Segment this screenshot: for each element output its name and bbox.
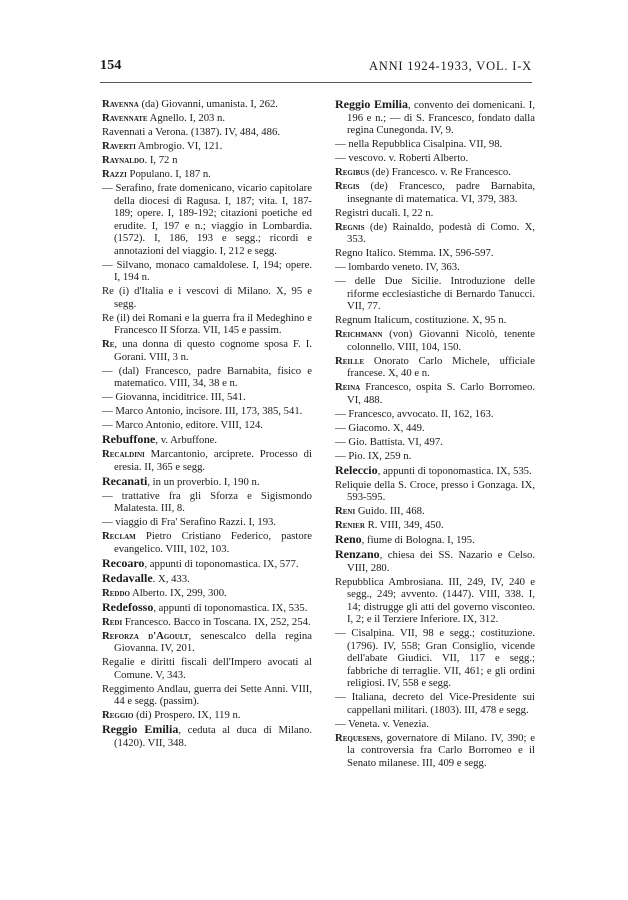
entry-text: Re (il) dei Romani e la guerra fra il Medeghino e Francesco II Sforza. VII, 145 e passim. — [102, 311, 312, 336]
entry-text: — lombardo veneto. IV, 363. — [335, 261, 460, 273]
entry-heading: Re — [102, 338, 115, 350]
entry-text: — vescovo. v. Roberti Alberto. — [335, 152, 469, 164]
entry-heading: Redefosso — [102, 599, 154, 614]
entry-text: , ceduta al duca di Milano. (1420). VII, 348. — [114, 724, 312, 749]
entry-text: — Giacomo. X, 449. — [335, 421, 425, 434]
entry-text: , appunti di toponomastica. IX, 535. — [377, 464, 532, 477]
entry-heading: Reclam — [102, 530, 136, 542]
index-entry — [102, 405, 312, 418]
index-entry — [102, 182, 312, 257]
entry-text: . I, 72 n — [144, 154, 178, 166]
entry-heading: Regibus — [335, 166, 370, 178]
entry-text: (de) Rainaldo, podestà di Como. X, 353. — [347, 220, 535, 245]
index-entry — [335, 422, 535, 435]
index-entry — [102, 419, 312, 432]
index-entry — [335, 408, 535, 421]
index-entry — [335, 275, 535, 313]
entry-heading: Renzano — [335, 547, 380, 561]
entry-heading: Reggio — [102, 709, 134, 721]
entry-text: — Giovanna, inciditrice. III, 541. — [102, 391, 246, 403]
entry-text: , appunti di toponomastica. IX, 535. — [153, 601, 308, 614]
entry-text: , in un proverbio. I, 190 n. — [147, 475, 260, 488]
entry-heading: Reni — [335, 505, 356, 517]
entry-text: — Gio. Battista. VI, 497. — [335, 435, 443, 448]
index-entry — [102, 140, 312, 153]
index-entry — [102, 557, 312, 571]
entry-heading: Razzi — [102, 168, 127, 180]
entry-text: — Silvano, monaco camaldolese. I, 194; opere. I, 194 n. — [102, 258, 312, 283]
entry-text: Populano. I, 187 n. — [126, 168, 211, 180]
index-entry — [102, 616, 312, 629]
index-entry — [102, 587, 312, 600]
index-entry — [102, 433, 312, 447]
entry-text: Repubblica Ambrosiana. III, 249, IV, 240 e segg., 249; avvento. (1447). VIII, 338. I, 14; distrugge gli atti del governo visconteo. I, 2; e il Terziere Inferiore. IX, 312. — [335, 575, 535, 625]
running-header — [100, 58, 532, 80]
entry-text: Guido. III, 468. — [355, 505, 425, 517]
entry-text: (di) Prospero. IX, 119 n. — [133, 709, 241, 721]
entry-text: Reliquie della S. Croce, presso i Gonzaga. IX, 593-595. — [335, 478, 535, 503]
index-entry — [335, 732, 535, 770]
entry-text: Onorato Carlo Michele, ufficiale francese. X, 40 e n. — [347, 354, 535, 379]
entry-text: Ambrogio. VI, 121. — [135, 140, 223, 152]
index-entry — [102, 285, 312, 310]
entry-heading: Regnis — [335, 220, 365, 233]
entry-heading: Recaldini — [102, 448, 145, 460]
index-entry — [335, 548, 535, 574]
entry-text: — Pio. IX, 259 n. — [335, 449, 412, 462]
index-entry — [335, 180, 535, 205]
entry-heading: Reno — [335, 532, 362, 546]
index-entry — [102, 601, 312, 615]
right-index-column — [335, 98, 535, 771]
index-entry — [102, 448, 312, 473]
entry-heading: Recoaro — [102, 555, 145, 570]
index-entry — [335, 314, 535, 327]
entry-text: , una donna di questo cognome sposa F. I. Gorani. VIII, 3 n. — [114, 338, 312, 363]
entry-text: Agnello. I, 203 n. — [147, 112, 226, 124]
index-entry — [102, 338, 312, 363]
entry-heading: Renier — [335, 519, 365, 531]
entry-text: Regnum Italicum, costituzione. X, 95 n. — [335, 314, 507, 326]
entry-heading: Raynaldo — [102, 154, 145, 166]
index-entry — [102, 683, 312, 708]
index-entry — [335, 98, 535, 137]
entry-heading: Reddo — [102, 586, 130, 599]
index-entry — [102, 365, 312, 390]
index-entry — [102, 98, 312, 111]
entry-heading: Ravennate — [102, 112, 148, 124]
entry-heading: Releccio — [335, 462, 378, 477]
index-entry — [335, 207, 535, 220]
index-entry — [335, 166, 535, 179]
entry-text: Francesco, ospita S. Carlo Borromeo. VI, 488. — [347, 381, 535, 406]
entry-text: — nella Repubblica Cisalpina. VII, 98. — [335, 138, 503, 150]
entry-text: — Serafino, frate domenicano, vicario capitolare della diocesi di Ragusa. I, 187; vita. I, 187-189; opere. I, 189-192; citazioni poetiche ed erudite. I, 197 e n.; viaggio in Lombardia. (1572). I, 186, 193 e segg.; ricordi e annotazioni del viaggio. I, 212 e segg. — [102, 182, 312, 257]
entry-text: Reggimento Andlau, guerra dei Sette Anni. VIII, 44 e segg. (passim). — [102, 682, 312, 707]
index-entry — [335, 450, 535, 463]
index-entry — [102, 723, 312, 749]
entry-heading: Requesens — [335, 731, 381, 744]
entry-text: , senescalco della regina Giovanna. IV, 201. — [114, 629, 312, 654]
index-entry — [335, 261, 535, 274]
index-entry — [335, 328, 535, 353]
entry-heading: Reforza d'Agoult — [102, 629, 189, 642]
entry-text: — Marco Antonio, editore. VIII, 124. — [102, 419, 263, 431]
entry-heading: Reina — [335, 381, 361, 393]
entry-heading: Reggio Emilia — [102, 722, 179, 736]
index-entry — [102, 312, 312, 337]
entry-text: — Italiana, decreto del Vice-Presidente sui cappellani militari. (1803). III, 478 e segg. — [335, 691, 535, 716]
entry-text: Marcantonio, arciprete. Processo di eresia. II, 365 e segg. — [114, 448, 312, 473]
entry-text: R. VIII, 349, 450. — [364, 519, 444, 531]
index-entry — [335, 381, 535, 406]
index-entry — [335, 505, 535, 518]
index-entry — [335, 718, 535, 731]
entry-text: — Francesco, avvocato. II, 162, 163. — [335, 407, 494, 420]
index-entry — [335, 533, 535, 547]
entry-text: (von) Giovanni Nicolò, tenente colonnello. VIII, 104, 150. — [347, 328, 535, 353]
entry-heading: Reille — [335, 354, 365, 367]
index-entry — [102, 630, 312, 655]
index-entry — [335, 221, 535, 246]
index-entry — [102, 154, 312, 167]
entry-text: Re (i) d'Italia e i vescovi di Milano. X, 95 e segg. — [102, 285, 312, 310]
entry-text: (de) Francesco. v. Re Francesco. — [369, 166, 511, 178]
entry-text: Ravennati a Verona. (1387). IV, 484, 486. — [102, 126, 280, 138]
index-entry — [102, 126, 312, 139]
index-entry — [335, 436, 535, 449]
entry-heading: Regis — [335, 180, 360, 192]
entry-text: , fiume di Bologna. I, 195. — [361, 534, 475, 546]
entry-text: , v. Arbuffone. — [155, 434, 218, 446]
index-entry — [335, 152, 535, 165]
entry-text: (da) Giovanni, umanista. I, 262. — [138, 98, 278, 110]
entry-text: — Cisalpina. VII, 98 e segg.; costituzione. (1796). IV, 558; Gran Consiglio, vicende dell'abate Giudici. VII, 117 e segg.; fabbriche di terraglie. VII, 461; e gli ordini religiosi. IV, 558 e segg. — [335, 627, 535, 689]
entry-text: Alberto. IX, 299, 300. — [129, 586, 227, 599]
index-entry — [102, 168, 312, 181]
entry-text: Regno Italico. Stemma. IX, 596-597. — [335, 247, 494, 259]
left-index-column — [102, 98, 312, 751]
entry-text: Regalie e diritti fiscali dell'Impero avocati al Comune. V, 343. — [102, 656, 312, 681]
index-entry — [102, 475, 312, 489]
entry-text: (de) Francesco, padre Barnabita, insegnante di matematica. VI, 379, 383. — [347, 180, 535, 205]
index-entry — [335, 691, 535, 716]
entry-heading: Rebuffone — [102, 432, 156, 446]
entry-text: — trattative fra gli Sforza e Sigismondo Malatesta. III, 8. — [102, 489, 312, 514]
entry-text: Registri ducali. I, 22 n. — [335, 206, 434, 219]
index-entry — [335, 138, 535, 151]
entry-text: — viaggio di Fra' Serafino Razzi. I, 193. — [102, 516, 277, 528]
index-entry — [102, 259, 312, 284]
entry-text: — Marco Antonio, incisore. III, 173, 385, 541. — [102, 405, 303, 417]
index-entry — [102, 516, 312, 529]
index-entry — [335, 576, 535, 626]
entry-heading: Reichmann — [335, 328, 383, 340]
entry-heading: Raverti — [102, 140, 136, 152]
entry-text: Francesco. Bacco in Toscana. IX, 252, 254. — [122, 615, 311, 628]
index-entry — [102, 709, 312, 722]
index-entry — [102, 112, 312, 125]
entry-heading: Ravenna — [102, 98, 139, 110]
index-entry — [335, 519, 535, 532]
entry-text: — Veneta. v. Venezia. — [335, 717, 429, 730]
index-entry — [335, 355, 535, 380]
entry-heading: Reggio Emilia — [335, 97, 408, 111]
entry-text: , governatore di Milano. IV, 390; e la controversia fra Carlo Borromeo e il Senato milanese. III, 409 e segg. — [347, 731, 535, 769]
index-entry — [102, 530, 312, 555]
entry-text: . X, 433. — [152, 572, 190, 585]
index-entry — [102, 572, 312, 586]
running-title: ANNI 1924-1933, VOL. I-X — [368, 59, 532, 73]
page-number: 154 — [100, 58, 122, 73]
header-rule — [100, 82, 532, 83]
entry-heading: Redavalle — [102, 570, 153, 585]
entry-heading: Recanati — [102, 473, 148, 488]
index-entry — [335, 247, 535, 260]
index-entry — [335, 479, 535, 504]
entry-heading: Redi — [102, 615, 123, 628]
index-entry — [102, 391, 312, 404]
entry-text: , appunti di toponomastica. IX, 577. — [144, 557, 299, 570]
entry-text: Pietro Cristiano Federico, pastore evangelico. VIII, 102, 103. — [114, 530, 312, 555]
entry-text: , chiesa dei SS. Nazario e Celso. VIII, 280. — [347, 549, 535, 574]
index-entry — [335, 627, 535, 690]
entry-text: — (dal) Francesco, padre Barnabita, fisico e matematico. VIII, 34, 38 e n. — [102, 364, 312, 389]
index-entry — [335, 464, 535, 478]
entry-text: — delle Due Sicilie. Introduzione delle riforme ecclesiastiche di Bernardo Tanucci. VII, 77. — [335, 275, 535, 312]
index-entry — [102, 656, 312, 681]
entry-text: , convento dei domenicani. I, 196 e n.; — di S. Francesco, fondato dalla regina Cunegonda. IV, 9. — [347, 99, 536, 136]
index-entry — [102, 490, 312, 515]
